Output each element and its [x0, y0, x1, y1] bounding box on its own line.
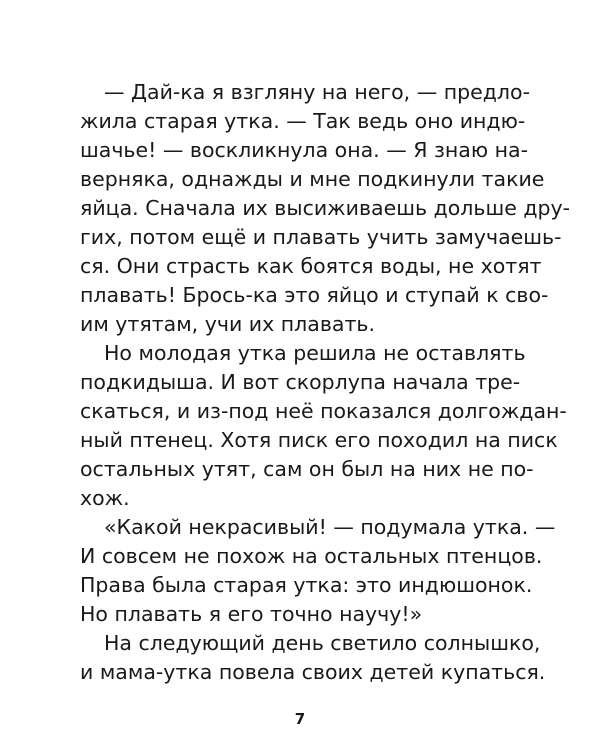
text-line: И совсем не похож на остальных птенцов. — [80, 544, 543, 568]
text-line: «Какой некрасивый! — подумала утка. — — [104, 515, 556, 539]
text-line: ный птенец. Хотя писк его походил на писк — [80, 428, 558, 452]
text-line: верняка, однажды и мне подкинули такие — [80, 167, 545, 191]
text-line: хож. — [80, 486, 130, 510]
text-line: и мама-утка повела своих детей купаться. — [80, 660, 546, 684]
text-line: Но молодая утка решила не оставлять — [104, 341, 526, 365]
text-line: им утятам, учи их плавать. — [80, 312, 376, 336]
text-line: ся. Они страсть как боятся воды, не хотят — [80, 254, 542, 278]
page-number: 7 — [294, 710, 306, 728]
text-line: — Дай-ка я взгляну на него, — предло- — [104, 80, 530, 104]
text-line: гих, потом ещё и плавать учить замучаешь- — [80, 225, 562, 249]
text-line: плавать! Брось-ка это яйцо и ступай к сво- — [80, 283, 549, 307]
text-line: остальных утят, сам он был на них не по- — [80, 457, 534, 481]
text-line: яйца. Сначала их высиживаешь дольше дру- — [80, 196, 571, 220]
text-line: скаться, и из-под неё показался долгождан- — [80, 399, 567, 423]
text-line: жила старая утка. — Так ведь оно индю- — [80, 109, 526, 133]
text-line: На следующий день светило солнышко, — [104, 631, 541, 655]
text-line: Но плавать я его точно научу!» — [80, 602, 423, 626]
text-line: Права была старая утка: это индюшонок. — [80, 573, 533, 597]
text-line: шачье! — воскликнула она. — Я знаю на- — [80, 138, 528, 162]
text-line: подкидыша. И вот скорлупа начала тре- — [80, 370, 521, 394]
